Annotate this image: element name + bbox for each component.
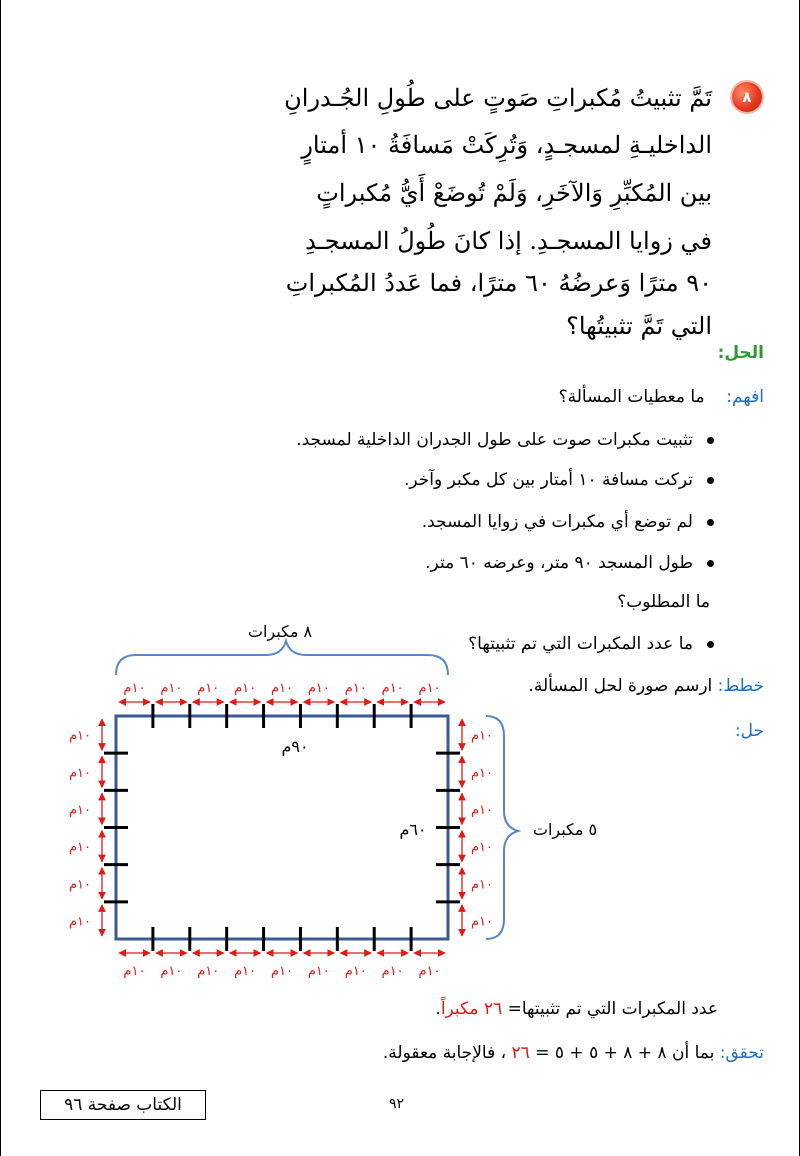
distance-label: ١٠م [470, 840, 494, 856]
distance-label: ١٠م [470, 877, 494, 893]
solution-label: الحل: [717, 343, 764, 363]
side-brace [486, 716, 518, 939]
distance-label: ١٠م [418, 964, 441, 979]
check-value: ٢٦ [511, 1043, 530, 1063]
distance-label: ١٠م [234, 964, 257, 979]
distance-label: ١٠م [234, 681, 257, 696]
given-item: لم توضع أي مكبرات في زوايا المسجد. [422, 510, 714, 534]
distance-label: ١٠م [68, 877, 92, 893]
distance-label: ١٠م [197, 681, 220, 696]
problem-line-1: تَمَّ تثبيتُ مُكبراتِ صَوتٍ على طُولِ الجُـدرانِ [284, 84, 712, 112]
given-item: تركت مسافة ١٠ أمتار بين كل مكبر وآخر. [404, 468, 714, 492]
distance-label: ١٠م [68, 840, 92, 856]
problem-line-2: الداخليـةِ لمسجـدٍ، وَتُرِكَتْ مَسافَةُ ١٠ أمتارٍ [301, 131, 712, 159]
understand-row [559, 385, 764, 409]
given-item: تثبيت مكبرات صوت على طول الجدران الداخلية لمسجد. [296, 428, 714, 452]
plan-text: ارسم صورة لحل المسألة. [528, 676, 713, 696]
solve-row [735, 719, 764, 743]
distance-label: ١٠م [160, 964, 183, 979]
book-reference: الكتاب صفحة ٩٦ [40, 1090, 206, 1120]
page-number: ٩٢ [389, 1096, 405, 1112]
distance-label: ١٠م [123, 681, 146, 696]
distance-label: ١٠م [470, 728, 494, 744]
problem-line-4: في زوايا المسجـدِ. إذا كانَ طُولُ المسجـدِ [305, 227, 712, 255]
answer-row [435, 997, 718, 1021]
length-label: ٩٠م [281, 737, 309, 756]
check-prefix: بما أن ٨ + ٨ + ٥ + ٥ = [535, 1043, 715, 1063]
answer-value: ٢٦ مكبراً [440, 999, 503, 1019]
distance-label: ١٠م [123, 964, 146, 979]
mosque-diagram [0, 615, 600, 985]
distance-label: ١٠م [68, 728, 92, 744]
distance-label: ١٠م [68, 765, 92, 781]
distance-label: ١٠م [307, 681, 330, 696]
distance-label: ١٠م [470, 914, 494, 930]
distance-label: ١٠م [270, 964, 294, 979]
required-question: ما المطلوب؟ [617, 592, 710, 612]
understand-label: افهم: [726, 387, 764, 407]
problem-line-5: ٩٠ مترًا وَعرضُهُ ٦٠ مترًا، فما عَددُ المُكبراتِ [285, 269, 712, 297]
required-item: ما عدد المكبرات التي تم تثبيتها؟ [468, 632, 714, 656]
distance-label: ١٠م [270, 681, 294, 696]
distance-label: ١٠م [470, 765, 494, 781]
distance-label: ١٠م [381, 681, 404, 696]
check-row [383, 1041, 764, 1065]
plan-label: خطط: [717, 676, 764, 696]
distance-label: ١٠م [381, 964, 404, 979]
distance-label: ١٠م [68, 914, 92, 930]
understand-question: ما معطيات المسألة؟ [558, 387, 705, 407]
distance-label: ١٠م [344, 681, 367, 696]
problem-line-6: التي تَمَّ تثبيتُها؟ [566, 312, 712, 340]
side-brace-label: ٥ مكبرات [532, 820, 598, 839]
distance-label: ١٠م [68, 802, 92, 818]
distance-label: ١٠م [197, 964, 220, 979]
width-label: ٦٠م [399, 820, 427, 839]
top-brace-label: ٨ مكبرات [247, 622, 313, 641]
distance-label: ١٠م [418, 681, 441, 696]
answer-text: عدد المكبرات التي تم تثبيتها= [507, 999, 718, 1019]
top-brace [116, 641, 448, 675]
distance-label: ١٠م [344, 964, 367, 979]
distance-label: ١٠م [307, 964, 330, 979]
distance-label: ١٠م [160, 681, 183, 696]
check-suffix: ، فالإجابة معقولة. [382, 1043, 507, 1063]
problem-number-badge: ٨ [732, 82, 762, 112]
given-item: طول المسجد ٩٠ متر، وعرضه ٦٠ متر. [425, 551, 714, 575]
problem-line-3: بين المُكبِّرِ وَالآخَرِ، وَلَمْ تُوضَعْ أَيُّ مُكبراتٍ [316, 179, 712, 207]
distance-label: ١٠م [470, 802, 494, 818]
answer-end: . [435, 999, 441, 1019]
solve-label: حل: [734, 721, 764, 741]
check-label: تحقق: [719, 1043, 764, 1063]
